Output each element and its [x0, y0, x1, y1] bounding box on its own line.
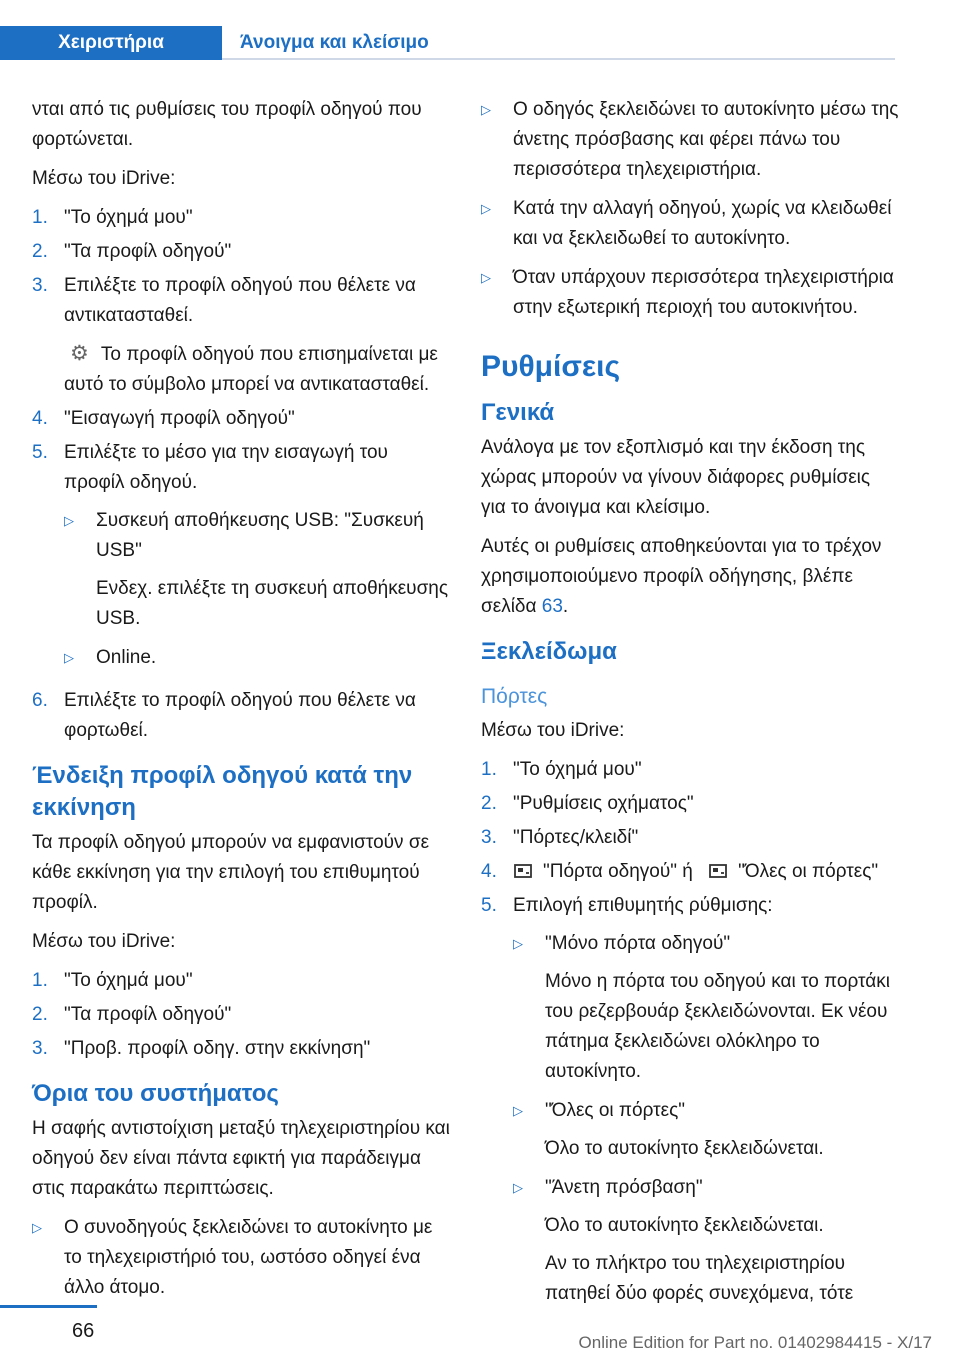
all-doors-icon: [708, 862, 728, 880]
ref-end: .: [562, 596, 569, 617]
step-number: 1.: [481, 759, 497, 780]
option-subtext: Μόνο η πόρτα του οδηγού και το πορτάκι του ρεζερβουάρ ξεκλειδώνονται. Εκ νέου πάτημα ξεκλειδώνει ολόκληρο το αυτοκίνητο.: [545, 971, 890, 1082]
step-text: Επιλέξτε το προφίλ οδηγού που θέλετε να φορτωθεί.: [64, 690, 416, 741]
list-item: [32, 1213, 450, 1303]
edition-note: Online Edition for Part no. 01402984415 - X/17: [578, 1333, 932, 1352]
general-paragraph-ref: [481, 532, 899, 622]
list-item: [481, 857, 899, 887]
triangle-bullet-icon: ▷: [513, 1103, 523, 1118]
section-heading-startup-display: Ένδειξη προφίλ οδηγού κατά την εκκίνηση: [32, 762, 413, 821]
list-item: [32, 404, 450, 434]
option-text: Συσκευή αποθήκευσης USB: "Συσκευή USB": [96, 510, 424, 561]
list-item: [481, 194, 899, 254]
section-heading-system-limits: Όρια του συστήματος: [32, 1080, 279, 1107]
step-text: "Όλες οι πόρτες": [738, 861, 879, 882]
heading-doors: Πόρτες: [481, 685, 548, 708]
list-item: [32, 1000, 450, 1030]
list-item: [481, 823, 899, 853]
via-idrive-label: Μέσω του iDrive:: [481, 720, 625, 741]
step-text: "Πόρτες/κλειδί": [513, 827, 639, 848]
step-text: "Τα προφίλ οδηγού": [64, 241, 232, 262]
ref-text: Αυτές οι ρυθμίσεις αποθηκεύονται για το τρέχον χρησιμοποιούμενο προφίλ οδήγησης, βλέπε σελίδα: [481, 536, 882, 617]
step-text: "Προβ. προφίλ οδηγ. στην εκκίνηση": [64, 1038, 371, 1059]
triangle-bullet-icon: ▷: [513, 1180, 523, 1195]
heading-settings: Ρυθμίσεις: [481, 350, 621, 383]
list-item: [32, 438, 450, 682]
option-subtext: Όλο το αυτοκίνητο ξεκλειδώνεται.: [545, 1138, 824, 1159]
list-item: [513, 1173, 899, 1309]
bullet-text: Όταν υπάρχουν περισσότερα τηλεχειριστήρια στην εξωτερική περιοχή του αυτοκινήτου.: [513, 267, 894, 318]
section-paragraph: Η σαφής αντιστοίχιση μεταξύ τηλεχειριστηρίου και οδηγού δεν είναι πάντα εφικτή για παράδειγμα στις παρακάτω περιπτώσεις.: [32, 1118, 450, 1199]
left-column: [32, 95, 450, 1312]
section-paragraph: Τα προφίλ οδηγού μπορούν να εμφανιστούν σε κάθε εκκίνηση για την επιλογή του επιθυμητού προφίλ.: [32, 832, 430, 913]
via-idrive-label: Μέσω του iDrive:: [32, 931, 176, 952]
header-rule: [222, 58, 895, 60]
list-item: [64, 643, 450, 673]
step-text: Επιλογή επιθυμητής ρύθμισης:: [513, 895, 773, 916]
list-item: [481, 755, 899, 785]
door-steps-list: [481, 755, 899, 1318]
settings-gear-icon: ⚙: [70, 342, 89, 365]
step-text: "Εισαγωγή προφίλ οδηγού": [64, 408, 295, 429]
triangle-bullet-icon: ▷: [481, 102, 491, 117]
list-item: [64, 506, 450, 634]
step-number: 2.: [32, 241, 48, 262]
import-steps-list: [32, 203, 450, 746]
list-item: [513, 929, 899, 1087]
driver-door-icon: [513, 862, 533, 880]
step-text: "Το όχημά μου": [64, 207, 193, 228]
bullet-text: Κατά την αλλαγή οδηγού, χωρίς να κλειδωθεί και να ξεκλειδωθεί το αυτοκίνητο.: [513, 198, 892, 249]
bullet-text: Ο συνοδηγούς ξεκλειδώνει το αυτοκίνητο με το τηλεχειριστήριό του, ωστόσο οδηγεί ένα άλλο άτομο.: [64, 1217, 433, 1298]
triangle-bullet-icon: ▷: [64, 650, 74, 665]
via-idrive-label: Μέσω του iDrive:: [32, 168, 176, 189]
header-chapter-tab[interactable]: Χειριστήρια: [0, 26, 222, 60]
step-number: 1.: [32, 207, 48, 228]
option-subtext: Αν το πλήκτρο του τηλεχειριστηρίου πατηθεί δύο φορές συνεχόμενα, τότε: [545, 1253, 854, 1304]
step-number: 2.: [481, 793, 497, 814]
step-number: 6.: [32, 690, 48, 711]
list-item: [32, 271, 450, 400]
step-note: Το προφίλ οδηγού που επισημαίνεται με αυτό το σύμβολο μπορεί να αντικατασταθεί.: [64, 344, 438, 395]
step-number: 3.: [32, 1038, 48, 1059]
page-number: 66: [72, 1320, 95, 1342]
option-subtext: Όλο το αυτοκίνητο ξεκλειδώνεται.: [545, 1215, 824, 1236]
step-number: 5.: [481, 895, 497, 916]
option-text: "Όλες οι πόρτες": [545, 1100, 686, 1121]
step-text: Επιλέξτε το προφίλ οδηγού που θέλετε να αντικατασταθεί.: [64, 275, 416, 326]
intro-text: νται από τις ρυθμίσεις του προφίλ οδηγού που φορτώνεται.: [32, 99, 422, 150]
option-text: "Μόνο πόρτα οδηγού": [545, 933, 731, 954]
general-paragraph: Ανάλογα με τον εξοπλισμό και την έκδοση της χώρας μπορούν να γίνουν διάφορες ρυθμίσεις για το άνοιγμα και κλείσιμο.: [481, 437, 871, 518]
step-text: "Πόρτα οδηγού" ή: [543, 861, 693, 882]
startup-steps-list: [32, 966, 450, 1064]
page-link[interactable]: 63: [541, 596, 563, 617]
option-subtext: Ενδεχ. επιλέξτε τη συσκευή αποθήκευσης USB.: [96, 578, 449, 629]
option-text: Online.: [96, 647, 157, 668]
page-header: [0, 0, 895, 60]
list-item: [32, 1034, 450, 1064]
heading-general: Γενικά: [481, 399, 555, 426]
triangle-bullet-icon: ▷: [64, 513, 74, 528]
step-text: "Το όχημά μου": [513, 759, 642, 780]
list-item: [32, 966, 450, 996]
step-text: "Ρυθμίσεις οχήματος": [513, 793, 694, 814]
footer-rule: [0, 1305, 97, 1308]
bullet-text: Ο οδηγός ξεκλειδώνει το αυτοκίνητο μέσω της άνετης πρόσβασης και φέρει πάνω του περισσότερα τηλεχειριστήρια.: [513, 99, 899, 180]
header-section-title[interactable]: Άνοιγμα και κλείσιμο: [240, 32, 429, 53]
list-item: [481, 891, 899, 1318]
step-number: 5.: [32, 442, 48, 463]
list-item: [481, 95, 899, 185]
list-item: [481, 263, 899, 323]
option-text: "Άνετη πρόσβαση": [545, 1177, 703, 1198]
step-number: 2.: [32, 1004, 48, 1025]
triangle-bullet-icon: ▷: [32, 1220, 42, 1235]
triangle-bullet-icon: ▷: [513, 936, 523, 951]
step-text: "Τα προφίλ οδηγού": [64, 1004, 232, 1025]
step-text: "Το όχημά μου": [64, 970, 193, 991]
list-item: [32, 686, 450, 746]
step-number: 3.: [32, 275, 48, 296]
step-number: 4.: [481, 861, 497, 882]
heading-unlocking: Ξεκλείδωμα: [481, 638, 617, 665]
list-item: [513, 1096, 899, 1164]
list-item: [32, 237, 450, 267]
step-number: 1.: [32, 970, 48, 991]
step-number: 3.: [481, 827, 497, 848]
list-item: [481, 789, 899, 819]
list-item: [32, 203, 450, 233]
step-text: Επιλέξτε το μέσο για την εισαγωγή του προφίλ οδηγού.: [64, 442, 388, 493]
triangle-bullet-icon: ▷: [481, 270, 491, 285]
step-number: 4.: [32, 408, 48, 429]
right-column: [481, 95, 899, 1327]
triangle-bullet-icon: ▷: [481, 201, 491, 216]
